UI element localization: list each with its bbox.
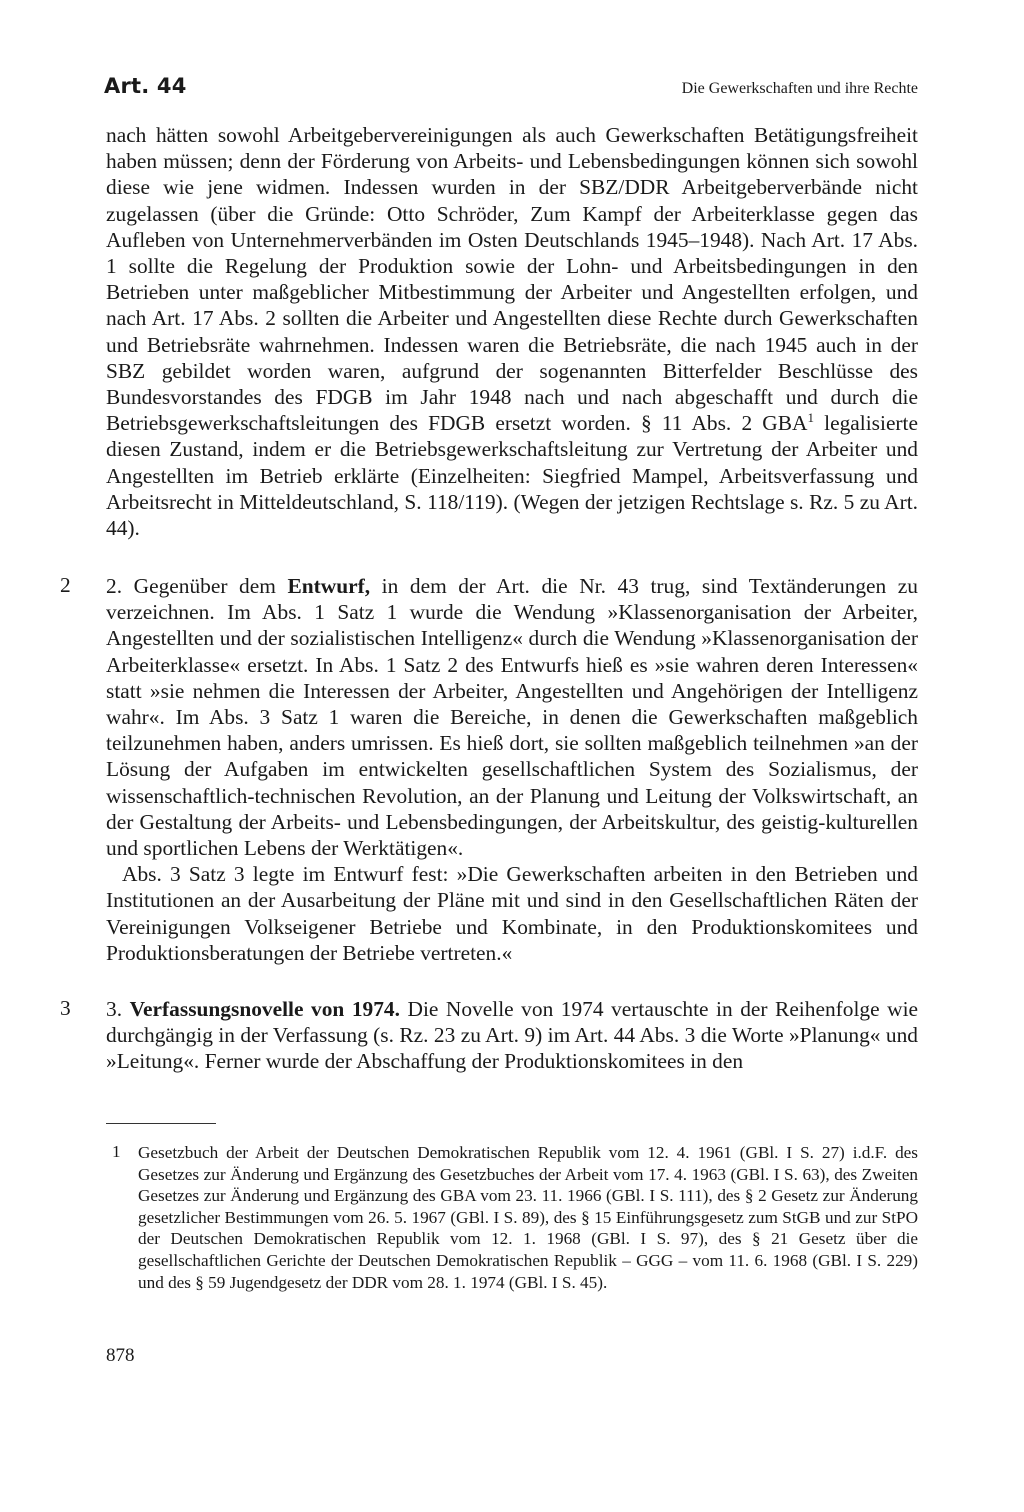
section-2 bbox=[106, 573, 918, 966]
footnote-body: Gesetzbuch der Arbeit der Deutschen Demokratischen Republik vom 12. 4. 1961 (GBl. I S. 27) i.d.F. des Gesetzes zur Änderung und Ergänzung des Gesetzbuches der Arbeit vom 17. 4. 1963 (GBl. I S. 63), des Zweiten Gesetzes zur Änderung und Ergänzung des GBA vom 23. 11. 1966 (GBl. I S. 111), des § 2 Gesetz zur Änderung gesetzlicher Bestimmungen vom 26. 5. 1967 (GBl. I S. 89), des § 15 Einführungsgesetz zum StGB und zur StPO der Deutschen Demokratischen Republik vom 12. 1. 1968 (GBl. I S. 97), des § 21 Gesetz über die gesellschaftlichen Gerichte der Deutschen Demokratischen Republik – GGG – vom 11. 6. 1968 (GBl. I S. 229) und des § 59 Jugendgesetz der DDR vom 28. 1. 1974 (GBl. I S. 45). bbox=[138, 1143, 918, 1292]
footnote-text bbox=[138, 1142, 918, 1293]
section-2-paragraph-2: Abs. 3 Satz 3 legte im Entwurf fest: »Die Gewerkschaften arbeiten in den Betrieben und Institutionen an der Ausarbeitung der Pläne mit und sind in den Gesellschaftlichen Räten der Vereinigungen Volkseigener Betriebe und Kombinate, in den Produktionskomitees und Produktionsberatungen der Betriebe vertreten.« bbox=[106, 862, 918, 965]
marginal-number-3: 3 bbox=[60, 996, 71, 1020]
intro-text-b: legalisierte diesen Zustand, indem er die Betriebsgewerkschaftsleitung zur Vertretung der Arbeiter und Angestellten im Betrieb erklärte (Einzelheiten: Siegfried Mampel, Arbeitsverfassung und Arbeitsrecht in Mitteldeutschland, S. 118/119). (Wegen der jetzigen Rechtslage s. Rz. 5 zu Art. 44). bbox=[106, 411, 918, 541]
footnote-divider bbox=[106, 1123, 216, 1124]
footnote-number: 1 bbox=[112, 1142, 121, 1161]
section-3-text: Die Novelle von 1974 vertauschte in der Reihenfolge wie durchgängig in der Verfassung (s. Rz. 23 zu Art. 9) im Art. 44 Abs. 3 die Worte »Planung« und »Leitung«. Ferner wurde der Abschaffung der Produktionskomitees in den bbox=[106, 997, 919, 1074]
section-2-lead: 2. Gegenüber dem bbox=[106, 574, 288, 598]
intro-text-a: nach hätten sowohl Arbeitgebervereinigungen als auch Gewerkschaften Betätigungsfreiheit haben müssen; denn der Förderung von Arbeits- und Lebensbedingungen können sich sowohl diese wie jene widmen. Indessen wurden in der SBZ/DDR Arbeitgeberverbände nicht zugelassen (über die Gründe: Otto Schröder, Zum Kampf der Arbeiterklasse gegen das Aufleben von Unternehmerverbänden im Osten Deutschlands 1945–1948). Nach Art. 17 Abs. 1 sollte die Regelung der Produktion sowie der Lohn- und Arbeitsbedingungen in den Betrieben unter maßgeblicher Mitbestimmung der Arbeiter und Angestellten erfolgen, und nach Art. 17 Abs. 2 sollten die Arbeiter und Angestellten diese Rechte durch Gewerkschaften und Betriebsräte wahrnehmen. Indessen waren die Betriebsräte, die nach 1945 auch in der SBZ gebildet worden waren, aufgrund der sogenannten Bitterfelder Beschlüsse des Bundesvorstandes des FDGB im Jahr 1948 nach und nach abgeschafft und durch die Betriebsgewerkschaftsleitungen des FDGB ersetzt worden. § 11 Abs. 2 GBA bbox=[106, 123, 918, 436]
footnote-reference[interactable]: 1 bbox=[807, 410, 814, 426]
marginal-number-2: 2 bbox=[60, 573, 71, 597]
running-title: Die Gewerkschaften und ihre Rechte bbox=[681, 80, 918, 97]
section-2-keyword: Entwurf, bbox=[287, 574, 371, 598]
intro-paragraph bbox=[106, 122, 918, 541]
article-heading: Art. 44 bbox=[104, 74, 187, 98]
section-3 bbox=[106, 996, 918, 1075]
section-2-text: in dem der Art. die Nr. 43 trug, sind Textänderungen zu verzeichnen. Im Abs. 1 Satz 1 wurde die Wendung »Klassenorganisation der Arbeiter, Angestellten und der sozialistischen Intelligenz« durch die Wendung »Klassenorganisation der Arbeiterklasse« ersetzt. In Abs. 1 Satz 2 des Entwurfs hieß es »sie wahren deren Interessen« statt »sie nehmen die Interessen der Arbeiter, Angestellten und Angehörigen der Intelligenz wahr«. Im Abs. 3 Satz 1 waren die Bereiche, in denen die Gewerkschaften maßgeblich teilzunehmen haben, anders umrissen. Es hieß dort, sie sollten maßgeblich teilnehmen »an der Lösung der Aufgaben im entwickelten gesellschaftlichen System des Sozialismus, der wissenschaftlich-technischen Revolution, an der Planung und Leitung der Volkswirtschaft, an der Gestaltung der Arbeits- und Lebensbedingungen, der Arbeitskultur, des geistig-kulturellen und sportlichen Lebens der Werktätigen«. bbox=[106, 574, 918, 861]
section-3-lead: 3. bbox=[106, 997, 130, 1021]
page-number: 878 bbox=[106, 1345, 135, 1366]
section-3-keyword: Verfassungsnovelle von 1974. bbox=[129, 997, 400, 1021]
